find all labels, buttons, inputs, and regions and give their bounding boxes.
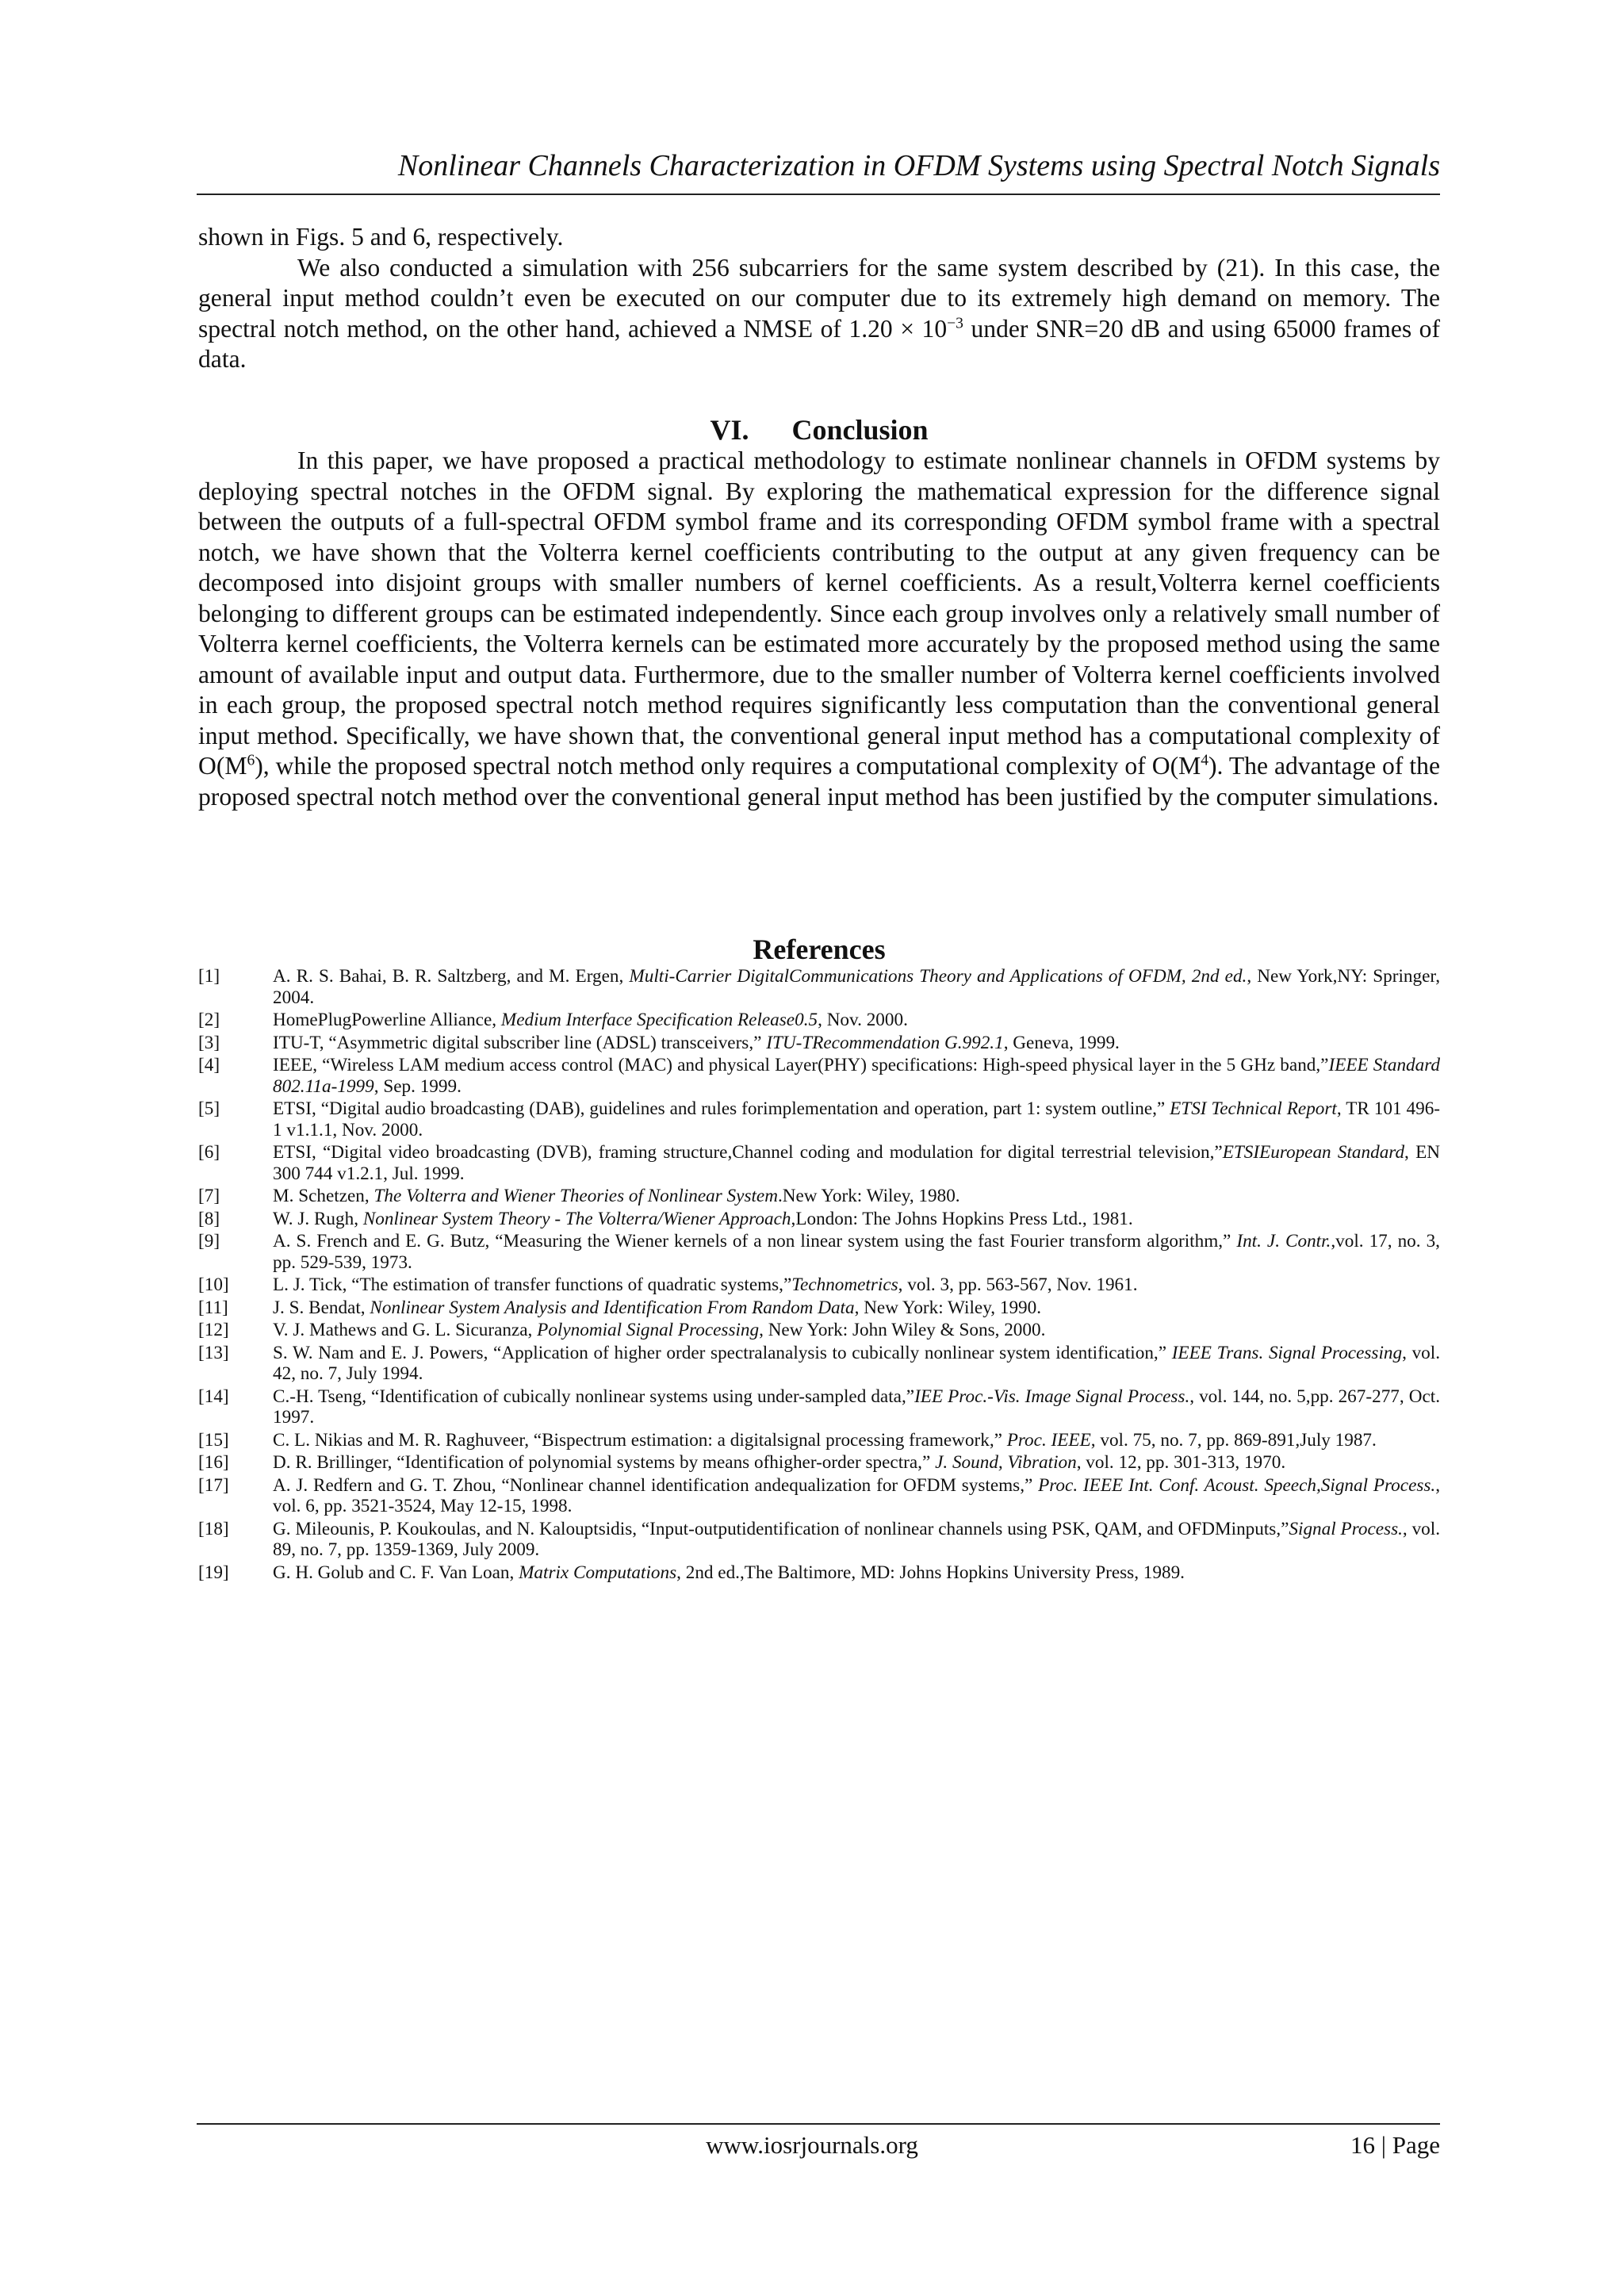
reference-source: Nonlinear System Analysis and Identification From Random Data [370, 1297, 855, 1318]
reference-item [198, 1142, 1440, 1184]
reference-source: Medium Interface Specification Release0.5 [500, 1010, 818, 1030]
section-number: VI. [710, 414, 749, 446]
reference-source: ITU-TRecommendation G.992.1 [766, 1032, 1004, 1053]
reference-item [198, 1274, 1440, 1296]
reference-source: Nonlinear System Theory - The Volterra/Wiener Approach [362, 1208, 791, 1229]
reference-item [198, 966, 1440, 1008]
footer-rule [197, 2123, 1440, 2125]
reference-number: [15] [198, 1429, 229, 1451]
reference-number: [3] [198, 1032, 220, 1053]
section-title: Conclusion [791, 414, 929, 446]
reference-text: V. J. Mathews and G. L. Sicuranza, Polynomial Signal Processing, New York: John Wiley & Sons, 2000. [273, 1320, 1046, 1340]
reference-text: S. W. Nam and E. J. Powers, “Application of higher order spectralanalysis to cubically nonlinear system identification,” IEEE Trans. Signal Processing, vol. 42, no. 7, July 1994. [273, 1342, 1440, 1384]
reference-source: IEEE Standard 802.11a-1999 [273, 1055, 1440, 1097]
reference-number: [13] [198, 1342, 229, 1363]
reference-source: The Volterra and Wiener Theories of Nonlinear System [373, 1186, 778, 1206]
page-number: 16 | Page [1350, 2131, 1440, 2159]
reference-item [198, 1231, 1440, 1273]
reference-text: G. H. Golub and C. F. Van Loan, Matrix Computations, 2nd ed.,The Baltimore, MD: Johns Hopkins University Press, 1989. [273, 1562, 1185, 1583]
conclusion-paragraph: In this paper, we have proposed a practical methodology to estimate nonlinear channels in OFDM systems by deploying spectral notches in the OFDM signal. By exploring the mathematical expression for the difference signal between the outputs of a full-spectral OFDM symbol frame and its corresponding OFDM symbol frame with a spectral notch, we have shown that the Volterra kernel coefficients contributing to the output at any given frequency can be decomposed into disjoint groups with smaller numbers of kernel coefficients. As a result,Volterra kernel coefficients belonging to different groups can be estimated independently. Since each group involves only a relatively small number of Volterra kernel coefficients, the Volterra kernels can be estimated more accurately by the proposed method using the same amount of available input and output data. Furthermore, due to the smaller number of Volterra kernel coefficients involved in each group, the proposed spectral notch method requires significantly less computation than the conventional general input method. Specifically, we have shown that, the conventional general input method has a computational complexity of $O(M^6)$, while the proposed spectral notch method only requires a computational complexity of $O(M^4)$. The advantage of the proposed spectral notch method over the conventional general input method has been justified by the computer simulations. [198, 447, 1440, 811]
reference-item [198, 1320, 1440, 1341]
reference-item [198, 1186, 1440, 1207]
reference-item [198, 1033, 1440, 1054]
reference-text: ETSI, “Digital audio broadcasting (DAB), guidelines and rules forimplementation and operation, part 1: system outline,” ETSI Technical Report, TR 101 496-1 v1.1.1, Nov. 2000. [273, 1098, 1441, 1140]
reference-number: [5] [198, 1098, 220, 1119]
exponent: 4 [1201, 752, 1208, 769]
reference-item [198, 1010, 1440, 1031]
reference-item [198, 1519, 1440, 1561]
reference-item [198, 1430, 1440, 1451]
reference-number: [11] [198, 1297, 228, 1318]
reference-number: [12] [198, 1320, 229, 1340]
reference-source: Signal Process. [1289, 1518, 1403, 1539]
reference-text: W. J. Rugh, Nonlinear System Theory - The Volterra/Wiener Approach,London: The Johns Hopkins Press Ltd., 1981. [273, 1208, 1133, 1229]
reference-number: [8] [198, 1208, 220, 1229]
footer-site: www.iosrjournals.org [706, 2131, 918, 2159]
reference-text: HomePlugPowerline Alliance, Medium Interface Specification Release0.5, Nov. 2000. [273, 1010, 908, 1030]
running-header: Nonlinear Channels Characterization in OFDM Systems using Spectral Notch Signals [397, 149, 1440, 182]
reference-number: [16] [198, 1452, 229, 1473]
reference-item [198, 1562, 1440, 1584]
reference-item [198, 1386, 1440, 1428]
intro-line: shown in Figs. 5 and 6, respectively. [198, 223, 564, 251]
reference-number: [6] [198, 1142, 220, 1163]
section-heading-conclusion [198, 412, 1440, 447]
reference-text: ITU-T, “Asymmetric digital subscriber line (ADSL) transceivers,” ITU-TRecommendation G.992.1, Geneva, 1999. [273, 1032, 1120, 1053]
reference-item [198, 1343, 1440, 1385]
reference-number: [7] [198, 1186, 220, 1206]
intro-paragraph: We also conducted a simulation with 256 subcarriers for the same system described by (21). In this case, the general input method couldn’t even be executed on our computer due to its extremely high demand on memory. The spectral notch method, on the other hand, achieved a NMSE of $1.20 \times 10^{-3}$ under SNR=20 dB and using 65000 frames of data. [198, 253, 1440, 373]
reference-number: [10] [198, 1274, 229, 1295]
reference-source: Polynomial Signal Processing [537, 1320, 760, 1340]
reference-source: Proc. IEEE [1006, 1429, 1091, 1451]
reference-number: [9] [198, 1231, 220, 1251]
conclusion-section [198, 446, 1440, 812]
reference-source: Int. J. Contr. [1236, 1231, 1331, 1251]
reference-number: [17] [198, 1474, 229, 1496]
reference-text: ETSI, “Digital video broadcasting (DVB), framing structure,Channel coding and modulation for digital terrestrial television,”ETSIEuropean Standard, EN 300 744 v1.2.1, Jul. 1999. [273, 1142, 1440, 1184]
reference-source: IEEE Trans. Signal Processing [1171, 1342, 1403, 1363]
reference-item [198, 1055, 1440, 1097]
reference-item [198, 1098, 1440, 1140]
reference-text: IEEE, “Wireless LAM medium access control (MAC) and physical Layer(PHY) specifications: High-speed physical layer in the 5 GHz band,”IEEE Standard 802.11a-1999, Sep. 1999. [273, 1055, 1440, 1097]
reference-item [198, 1475, 1440, 1517]
exponent: −3 [947, 314, 963, 332]
reference-text: G. Mileounis, P. Koukoulas, and N. Kalouptsidis, “Input-outputidentification of nonlinear channels using PSK, QAM, and OFDMinputs,”Signal Process., vol. 89, no. 7, pp. 1359-1369, July 2009. [273, 1518, 1440, 1560]
reference-text: J. S. Bendat, Nonlinear System Analysis and Identification From Random Data, New York: Wiley, 1990. [273, 1297, 1042, 1318]
reference-number: [1] [198, 966, 220, 987]
reference-text: M. Schetzen, The Volterra and Wiener Theories of Nonlinear System.New York: Wiley, 1980. [273, 1186, 960, 1206]
reference-source: IEE Proc.-Vis. Image Signal Process. [914, 1386, 1190, 1407]
reference-text: A. R. S. Bahai, B. R. Saltzberg, and M. Ergen, Multi-Carrier DigitalCommunications Theory and Applications of OFDM, 2nd ed., New York,NY: Springer, 2004. [273, 966, 1441, 1008]
reference-text: L. J. Tick, “The estimation of transfer functions of quadratic systems,”Technometrics, vol. 3, pp. 563-567, Nov. 1961. [273, 1274, 1138, 1295]
reference-number: [14] [198, 1386, 229, 1407]
reference-number: [2] [198, 1010, 220, 1030]
reference-text: A. J. Redfern and G. T. Zhou, “Nonlinear channel identification andequalization for OFDM systems,” Proc. IEEE Int. Conf. Acoust. Speech,Signal Process., vol. 6, pp. 3521-3524, May 12-15, 1998. [273, 1474, 1441, 1516]
reference-source: Technometrics [791, 1274, 898, 1295]
reference-text: C. L. Nikias and M. R. Raghuveer, “Bispectrum estimation: a digitalsignal processing framework,” Proc. IEEE, vol. 75, no. 7, pp. 869-891,July 1987. [273, 1429, 1377, 1451]
reference-source: Multi-Carrier DigitalCommunications Theory and Applications of OFDM, 2nd ed. [629, 966, 1247, 987]
reference-source: Matrix Computations [519, 1562, 677, 1583]
reference-item [198, 1452, 1440, 1474]
reference-number: [19] [198, 1562, 229, 1583]
reference-number: [18] [198, 1518, 229, 1539]
reference-source: ETSIEuropean Standard [1222, 1142, 1405, 1163]
reference-item [198, 1209, 1440, 1230]
references-list [198, 966, 1440, 1585]
reference-source: ETSI Technical Report [1170, 1098, 1337, 1119]
reference-text: D. R. Brillinger, “Identification of polynomial systems by means ofhigher-order spectra,” J. Sound, Vibration, vol. 12, pp. 301-313, 1970. [273, 1452, 1286, 1473]
exponent: 6 [247, 752, 255, 769]
reference-text: C.-H. Tseng, “Identification of cubically nonlinear systems using under-sampled data,”IEE Proc.-Vis. Image Signal Process., vol. 144, no. 5,pp. 267-277, Oct. 1997. [273, 1386, 1440, 1428]
references-title: References [753, 933, 886, 965]
reference-item [198, 1297, 1440, 1319]
intro-section [198, 222, 1440, 375]
reference-source: Proc. IEEE Int. Conf. Acoust. Speech,Signal Process. [1038, 1474, 1436, 1496]
reference-number: [4] [198, 1055, 220, 1075]
reference-text: A. S. French and E. G. Butz, “Measuring the Wiener kernels of a non linear system using the fast Fourier transform algorithm,” Int. J. Contr.,vol. 17, no. 3, pp. 529-539, 1973. [273, 1231, 1440, 1273]
reference-source: J. Sound, Vibration [935, 1452, 1077, 1473]
header-rule [197, 194, 1440, 195]
